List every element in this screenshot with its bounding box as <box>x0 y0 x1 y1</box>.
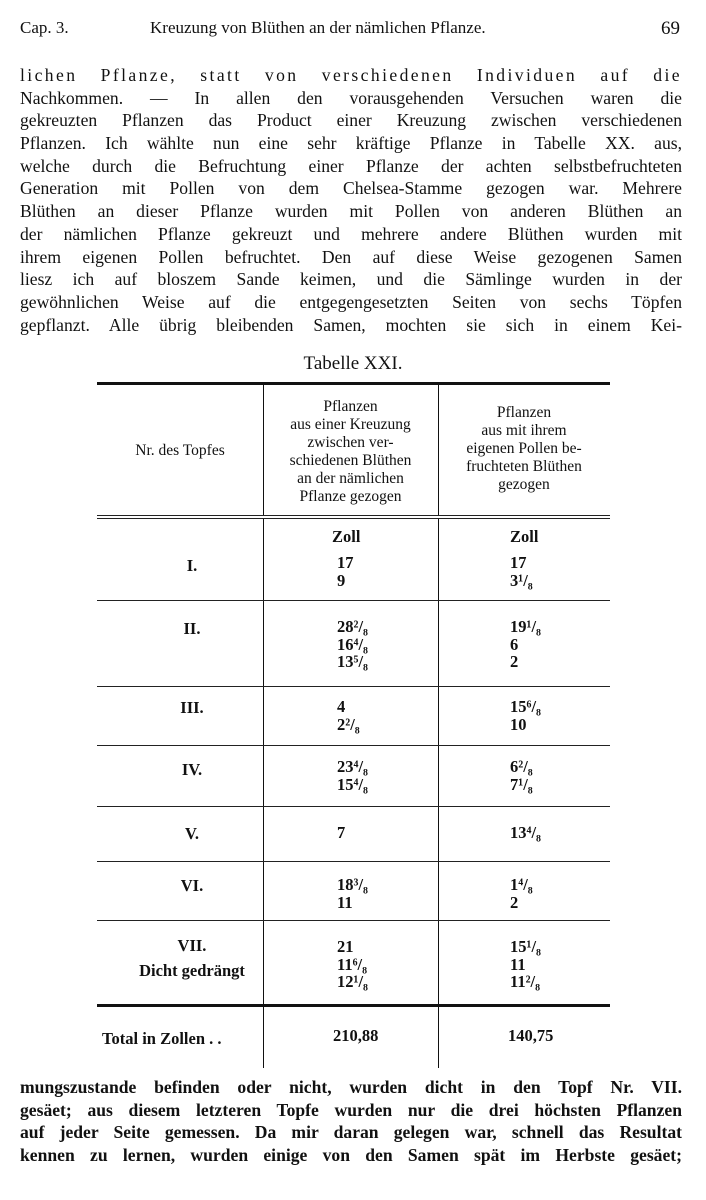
self-value: 1⁴/₈ <box>510 875 533 894</box>
row-rule <box>97 920 610 921</box>
self-value: 3¹/₈ <box>510 570 533 590</box>
crossed-values <box>337 554 354 589</box>
text-line: Generation mit Pollen von dem Chelsea-Stamme gezogen war. Mehrere <box>20 178 682 199</box>
header-double-rule <box>97 515 610 516</box>
self-values <box>510 618 541 671</box>
crossed-value: 15⁴/₈ <box>337 774 368 794</box>
text-line: auf jeder Seite gemessen. Da mir daran gelegen war, schnell das Resultat <box>20 1122 682 1143</box>
text-line: ihrem eigenen Pollen befruchtet. Den auf diese Weise gezogenen Samen <box>20 246 682 267</box>
table-top-rule <box>97 382 610 385</box>
total-self: 140,75 <box>508 1026 554 1045</box>
header-line: gezogen <box>498 476 550 493</box>
pot-label: VII. <box>177 936 207 955</box>
crossed-value: 9 <box>337 570 346 590</box>
self-value: 2 <box>510 652 519 671</box>
self-value: 7¹/₈ <box>510 774 533 794</box>
self-values <box>510 698 541 733</box>
header-line: aus mit ihrem <box>481 422 567 439</box>
self-value: 11 <box>510 954 526 974</box>
row-rule <box>97 745 610 746</box>
header-line: zwischen ver- <box>307 434 394 451</box>
header-line: Pflanzen <box>323 398 378 415</box>
running-header <box>20 18 680 44</box>
header-line: schiedenen Blüthen <box>289 452 412 469</box>
self-value: 19¹/₈ <box>510 617 541 636</box>
self-values <box>510 554 533 589</box>
text-line: Blüthen an dieser Pflanze wurden mit Pollen von anderen Blüthen an <box>20 201 682 222</box>
header-crossed-plants <box>263 398 438 506</box>
crossed-value: 4 <box>337 697 346 716</box>
self-values <box>510 824 541 842</box>
self-value: 10 <box>510 714 527 734</box>
crossed-value: 21 <box>337 937 354 956</box>
header-line: fruchteten Blüthen <box>466 458 582 475</box>
header-line: Pflanze gezogen <box>299 488 402 505</box>
text-line: liesz ich auf bloszem Sande keimen, und die Sämlinge wurden in der <box>20 269 682 290</box>
total-rule <box>97 1004 610 1007</box>
header-line: eigenen Pollen be- <box>466 440 582 457</box>
text-line: kennen zu lernen, wurden einige von den Samen spät im Herbste gesäet; <box>20 1145 682 1166</box>
crossed-value: 28²/₈ <box>337 617 368 636</box>
text-line: Pflanzen. Ich wählte nun eine sehr kräftige Pflanze in Tabelle XX. aus, <box>20 133 682 154</box>
unit-crossed: Zoll <box>332 527 361 546</box>
pot-label: V. <box>185 824 199 843</box>
row-rule <box>97 806 610 807</box>
column-rule <box>263 519 264 1068</box>
row-rule <box>97 686 610 687</box>
pot-label: III. <box>180 698 204 717</box>
self-value: 17 <box>510 553 527 572</box>
text-line: gekreuzten Pflanzen das Product einer Kreuzung zwischen verschiedenen <box>20 110 682 131</box>
crossed-value: 17 <box>337 553 354 572</box>
row-rule <box>97 861 610 862</box>
self-value: 2 <box>510 892 519 912</box>
crossed-values <box>337 824 345 842</box>
pot-label: VI. <box>180 876 204 895</box>
crossed-value: 12¹/₈ <box>337 972 368 991</box>
self-value: 15⁶/₈ <box>510 697 541 716</box>
crossed-values <box>337 758 368 793</box>
self-value: 11²/₈ <box>510 972 541 991</box>
total-label: Total in Zollen . . <box>102 1029 222 1048</box>
crossed-value: 18³/₈ <box>337 875 368 894</box>
header-line: an der nämlichen <box>297 470 404 487</box>
chapter-label: Cap. 3. <box>20 18 69 37</box>
pot-note: Dicht gedrängt <box>139 961 245 980</box>
text-line: mungszustande befinden oder nicht, wurden dicht in den Topf Nr. VII. <box>20 1077 682 1097</box>
header-double-rule <box>97 518 610 519</box>
crossed-value: 11 <box>337 892 353 912</box>
crossed-values <box>337 938 368 991</box>
crossed-value: 16⁴/₈ <box>337 634 368 654</box>
text-line: welche durch die Befruchtung einer Pflanze der achten selbstbefruchteten <box>20 155 682 176</box>
header-line: aus einer Kreuzung <box>290 416 411 433</box>
text-line: lichen Pflanze, statt von verschiedenen Individuen auf die <box>20 65 682 85</box>
self-values <box>510 938 541 991</box>
header-pot-number: Nr. des Topfes <box>135 442 225 459</box>
crossed-values <box>337 618 368 671</box>
text-line: gewöhnlichen Weise auf die entgegengesetzten Seiten von sechs Töpfen <box>20 291 682 312</box>
self-value: 6²/₈ <box>510 757 533 776</box>
crossed-value: 13⁵/₈ <box>337 652 368 671</box>
header-self-fertilised-plants <box>438 404 610 494</box>
crossed-values <box>337 876 368 911</box>
self-values <box>510 758 533 793</box>
column-rule <box>438 519 439 1068</box>
text-line: gesäet; aus diesem letzteren Topfe wurden nur die drei höchsten Pflanzen <box>20 1099 682 1120</box>
pot-label: I. <box>186 556 198 575</box>
data-table <box>97 382 610 1068</box>
text-line: Nachkommen. — In allen den vorausgehenden Versuchen waren die <box>20 87 682 108</box>
body-paragraph-top <box>20 64 682 336</box>
crossed-values <box>337 698 360 733</box>
row-rule <box>97 600 610 601</box>
self-value: 15¹/₈ <box>510 937 541 956</box>
text-line: der nämlichen Pflanze gekreuzt und mehrere andere Blüthen wurden mit <box>20 223 682 244</box>
running-title: Kreuzung von Blüthen an der nämlichen Pflanze. <box>150 18 486 37</box>
crossed-value: 23⁴/₈ <box>337 757 368 776</box>
crossed-value: 11⁶/₈ <box>337 954 368 974</box>
text-line: gepflanzt. Alle übrig bleibenden Samen, mochten sie sich in einem Kei- <box>20 314 682 335</box>
table-caption: Tabelle XXI. <box>303 353 403 374</box>
crossed-value: 7 <box>337 823 346 842</box>
pot-label: IV. <box>181 760 203 779</box>
crossed-value: 2²/₈ <box>337 714 360 734</box>
page-number: 69 <box>661 18 680 39</box>
header-line: Pflanzen <box>496 404 552 421</box>
self-value: 13⁴/₈ <box>510 823 541 842</box>
unit-self: Zoll <box>510 527 539 546</box>
pot-label: II. <box>183 619 201 638</box>
self-value: 6 <box>510 634 519 654</box>
body-paragraph-bottom <box>20 1076 682 1167</box>
self-values <box>510 876 533 911</box>
total-crossed: 210,88 <box>333 1026 379 1045</box>
